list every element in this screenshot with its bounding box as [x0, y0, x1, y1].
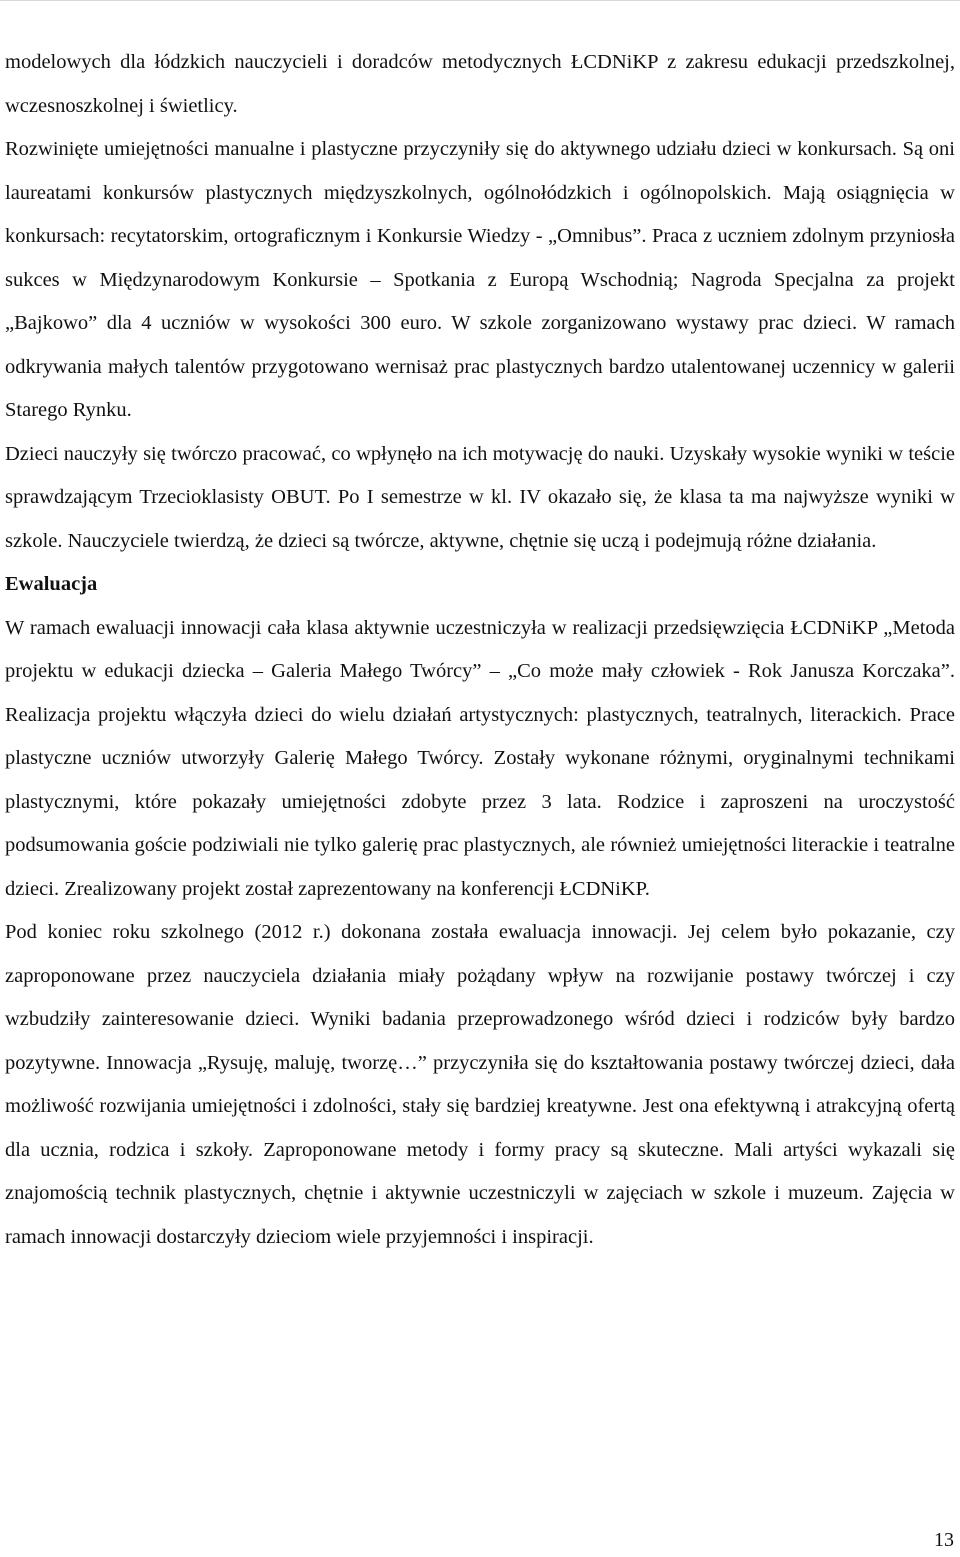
page-number: 13 [934, 1529, 954, 1551]
paragraph: modelowych dla łódzkich nauczycieli i doradców metodycznych ŁCDNiKP z zakresu edukacji przedszkolnej, wczesnoszkolnej i świetlicy. [5, 51, 955, 117]
paragraph: Dzieci nauczyły się twórczo pracować, co wpłynęło na ich motywację do nauki. Uzyskały wysokie wyniki w teście sprawdzającym Trzecioklasisty OBUT. Po I semestrze w kl. IV okazało się, że klasa ta ma najwyższe wyniki w szkole. Nauczyciele twierdzą, że dzieci są twórcze, aktywne, chętnie się uczą i podejmują różne działania. [5, 442, 955, 552]
paragraph: W ramach ewaluacji innowacji cała klasa aktywnie uczestniczyła w realizacji przedsięwzięcia ŁCDNiKP „Metoda projektu w edukacji dziecka – Galeria Małego Twórcy” – „Co może mały człowiek - Rok Janusza Korczaka”. Realizacja projektu włączyła dzieci do wielu działań artystycznych: plastycznych, teatralnych, literackich. Prace plastyczne uczniów utworzyły Galerię Małego Twórcy. Zostały wykonane różnymi, oryginalnymi technikami plastycznymi, które pokazały umiejętności zdobyte przez 3 lata. Rodzice i zaproszeni na uroczystość podsumowania goście podziwiali nie tylko galerię prac plastycznych, ale również umiejętności literackie i teatralne dzieci. Zrealizowany projekt został zaprezentowany na konferencji ŁCDNiKP. [5, 616, 955, 900]
section-heading: Ewaluacja [5, 573, 98, 595]
paragraph: Rozwinięte umiejętności manualne i plastyczne przyczyniły się do aktywnego udziału dzieci w konkursach. Są oni laureatami konkursów plastycznych międzyszkolnych, ogólnołódzkich i ogólnopolskich. Mają osiągnięcia w konkursach: recytatorskim, ortograficznym i Konkursie Wiedzy - „Omnibus”. Praca z uczniem zdolnym przyniosła sukces w Międzynarodowym Konkursie – Spotkania z Europą Wschodnią; Nagroda Specjalna za projekt „Bajkowo” dla 4 uczniów w wysokości 300 euro. W szkole zorganizowano wystawy prac dzieci. W ramach odkrywania małych talentów przygotowano wernisaż prac plastycznych bardzo utalentowanej uczennicy w galerii Starego Rynku. [5, 138, 955, 421]
paragraph: Pod koniec roku szkolnego (2012 r.) dokonana została ewaluacja innowacji. Jej celem było pokazanie, czy zaproponowane przez nauczyciela działania miały pożądany wpływ na rozwijanie postawy twórczej i czy wzbudziły zainteresowanie dzieci. Wyniki badania przeprowadzonego wśród dzieci i rodziców były bardzo pozytywne. Innowacja „Rysuję, maluję, tworzę…” przyczyniła się do kształtowania postawy twórczej dzieci, dała możliwość rozwijania umiejętności i zdolności, stały się bardziej kreatywne. Jest ona efektywną i atrakcyjną ofertą dla ucznia, rodzica i szkoły. Zaproponowane metody i formy pracy są skuteczne. Mali artyści wykazali się znajomością technik plastycznych, chętnie i aktywnie uczestniczyli w zajęciach w szkole i muzeum. Zajęcia w ramach innowacji dostarczyły dzieciom wiele przyjemności i inspiracji. [5, 921, 955, 1248]
page-top-border [0, 0, 960, 1]
document-body [5, 41, 955, 1259]
